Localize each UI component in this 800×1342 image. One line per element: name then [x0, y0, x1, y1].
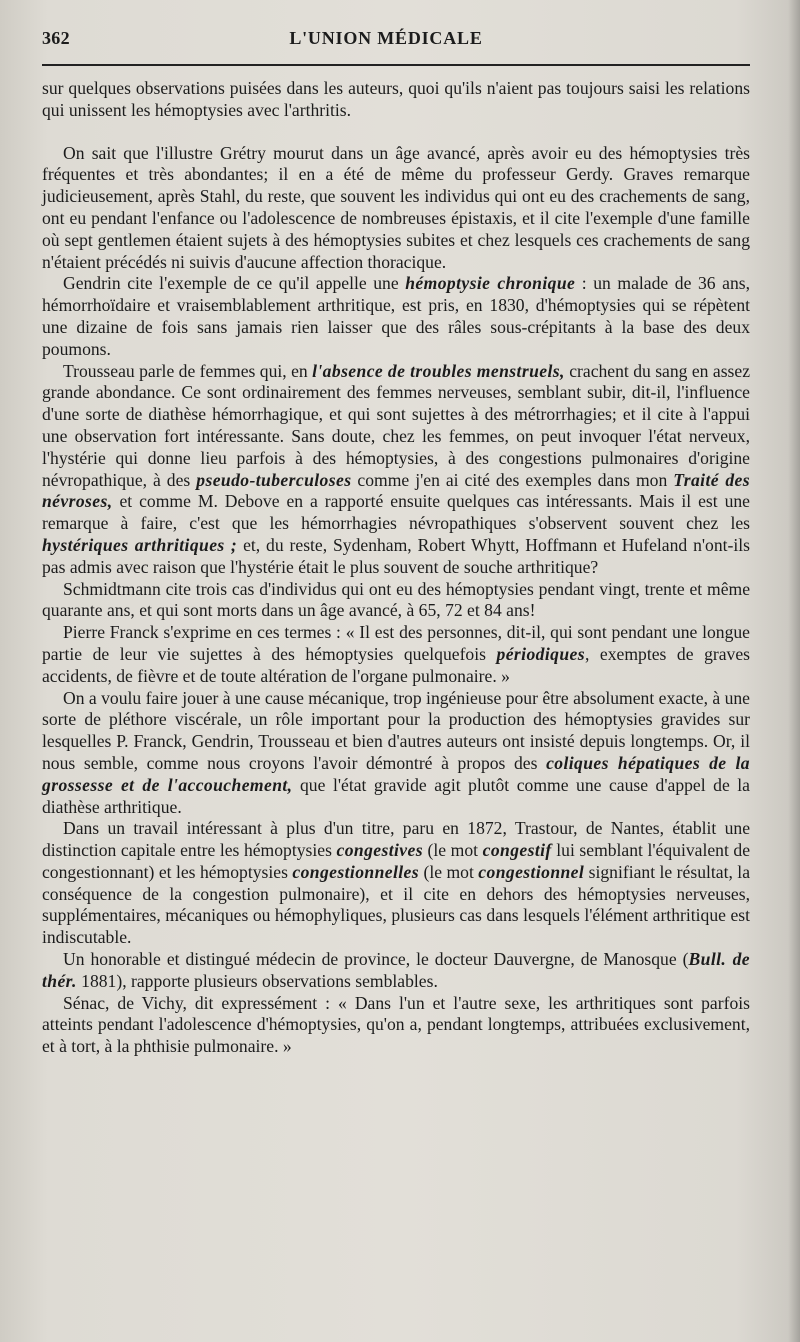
text-run: crachent du sang en assez grande abondance. Ce sont ordinairement des femmes nerveuses, semblant subir, dit-il, l'influence d'une sorte de diathèse hémorrhagique, et qui sont sujettes à des métrorrhagies; et il cite à l'appui une observation fort intéressante. Sans doute, chez les femmes, on peut invoquer l'état nerveux, l'hystérie qui donne lieu parfois à des hémoptysies, à des congestions pulmonaires d'origine névropathique, à des: [42, 360, 751, 490]
paragraph: [42, 273, 750, 360]
italic-phrase: pseudo-tuberculoses: [196, 469, 352, 490]
text-run: Trousseau parle de femmes qui, en: [63, 360, 313, 381]
text-run: que l'état gravide agit plutôt comme une cause d'appel de la diathèse arthritique.: [42, 774, 750, 817]
running-title: L'UNION MÉDICALE: [289, 28, 483, 48]
italic-phrase: l'absence de troubles menstruels,: [312, 360, 565, 381]
text-run: signifiant le résultat, la conséquence de la congestion pulmonaire), et il cite en dehors des hémoptysies nerveuses, supplémentaires, mécaniques ou hémophyliques, plusieurs cas dans lesquels l'élément arthritique est indiscutable.: [42, 861, 751, 948]
italic-phrase: Bull. de thér.: [42, 949, 750, 991]
text-run: Pierre Franck s'exprime en ces termes : « Il est des personnes, dit-il, qui sont pendant une longue partie de leur vie sujettes à des hémoptysies quelquefois: [42, 622, 750, 664]
italic-phrase: congestionnel: [478, 861, 585, 882]
text-run: lui semblant l'équivalent de congestionnant) et les hémoptysies: [42, 840, 751, 882]
text-run: : un malade de 36 ans, hémorrhoïdaire et vraisemblablement arthritique, est pris, en 1830, d'hémoptysies qui se répètent une dizaine de fois sans jamais rien laisser que des râles sous-crépitants à la base des deux poumons.: [42, 273, 750, 359]
italic-phrase: hystériques arthritiques ;: [42, 534, 238, 555]
text-run: 1881), rapporte plusieurs observations semblables.: [76, 970, 438, 991]
paragraph: [42, 688, 750, 819]
paragraph: [42, 78, 750, 122]
text-run: On sait que l'illustre Grétry mourut dans un âge avancé, après avoir eu des hémoptysies très fréquentes et très abondantes; il en a été de même du professeur Gerdy. Graves remarque judicieusement, après Stahl, du reste, que souvent les individus qui ont eu des crachements de sang, ont eu pendant l'enfance ou l'adolescence de nombreuses épistaxis, et il cite l'exemple d'une famille où sept gentlemen étaient sujets à des hémoptysies subites et chez lesquels ces crachements de sang n'étaient précédés ni suivis d'aucune affection thoracique.: [42, 142, 750, 272]
paragraph: [42, 818, 750, 949]
italic-phrase: congestionnelles: [292, 861, 420, 882]
text-run: et comme M. Debove en a rapporté ensuite quelques cas intéressants. Mais il est une remarque à faire, c'est que les hémorrhagies névropathiques s'observent souvent chez les: [42, 491, 750, 534]
italic-phrase: congestives: [336, 840, 423, 861]
text-run: Schmidtmann cite trois cas d'individus qui ont eu des hémoptysies pendant vingt, trente et même quarante ans, et qui sont morts dans un âge avancé, à 65, 72 et 84 ans!: [42, 578, 750, 621]
italic-phrase: Traité des névroses,: [42, 469, 750, 512]
page-number: 362: [42, 28, 70, 48]
paragraph: [42, 949, 750, 993]
text-run: On a voulu faire jouer à une cause mécanique, trop ingénieuse pour être absolument exacte, à une sorte de pléthore viscérale, un rôle important pour la production des hémoptysies gravides sur lesquelles P. Franck, Gendrin, Trousseau et bien d'autres auteurs ont insisté depuis longtemps. Or, il nous semble, comme nous croyons l'avoir démontré à propos des: [42, 687, 750, 773]
paragraph: [42, 622, 750, 687]
text-run: Gendrin cite l'exemple de ce qu'il appelle une: [63, 273, 406, 294]
page-edge-shadow: [788, 0, 800, 1342]
italic-phrase: coliques hépatiques de la grossesse et de l'accouchement,: [42, 752, 750, 795]
paragraph: [42, 361, 750, 579]
text-run: Dans un travail intéressant à plus d'un titre, paru en 1872, Trastour, de Nantes, établit une distinction capitale entre les hémoptysies: [42, 818, 750, 861]
text-run: (le mot: [419, 861, 479, 882]
text-run: comme j'en ai cité des exemples dans mon: [351, 469, 674, 490]
italic-phrase: congestif: [482, 840, 552, 861]
text-run: Sénac, de Vichy, dit expressément : « Dans l'un et l'autre sexe, les arthritiques sont parfois atteints pendant l'adolescence d'hémoptysies, qu'on a, pendant longtemps, attribuées exclusivement, et à tort, à la phthisie pulmonaire. »: [42, 992, 750, 1057]
text-run: et, du reste, Sydenham, Robert Whytt, Hoffmann et Hufeland n'ont-ils pas admis avec raison que l'hystérie était le plus souvent de souche arthritique?: [42, 534, 750, 577]
header-rule: [42, 64, 750, 66]
paragraph: [42, 579, 750, 623]
article-body: [42, 78, 750, 1058]
text-run: sur quelques observations puisées dans les auteurs, quoi qu'ils n'aient pas toujours saisi les relations qui unissent les hémoptysies avec l'arthritis.: [42, 78, 750, 120]
paragraph: [42, 143, 750, 274]
page-header: [42, 22, 730, 56]
italic-phrase: périodiques: [496, 643, 585, 664]
text-run: (le mot: [422, 840, 483, 861]
text-run: , exemptes de graves accidents, de fièvre et de toute altération de l'organe pulmonaire. »: [42, 643, 750, 686]
italic-phrase: hémoptysie chronique: [405, 273, 576, 294]
text-run: Un honorable et distingué médecin de province, le docteur Dauvergne, de Manosque (: [63, 949, 689, 970]
paragraph: [42, 993, 750, 1058]
